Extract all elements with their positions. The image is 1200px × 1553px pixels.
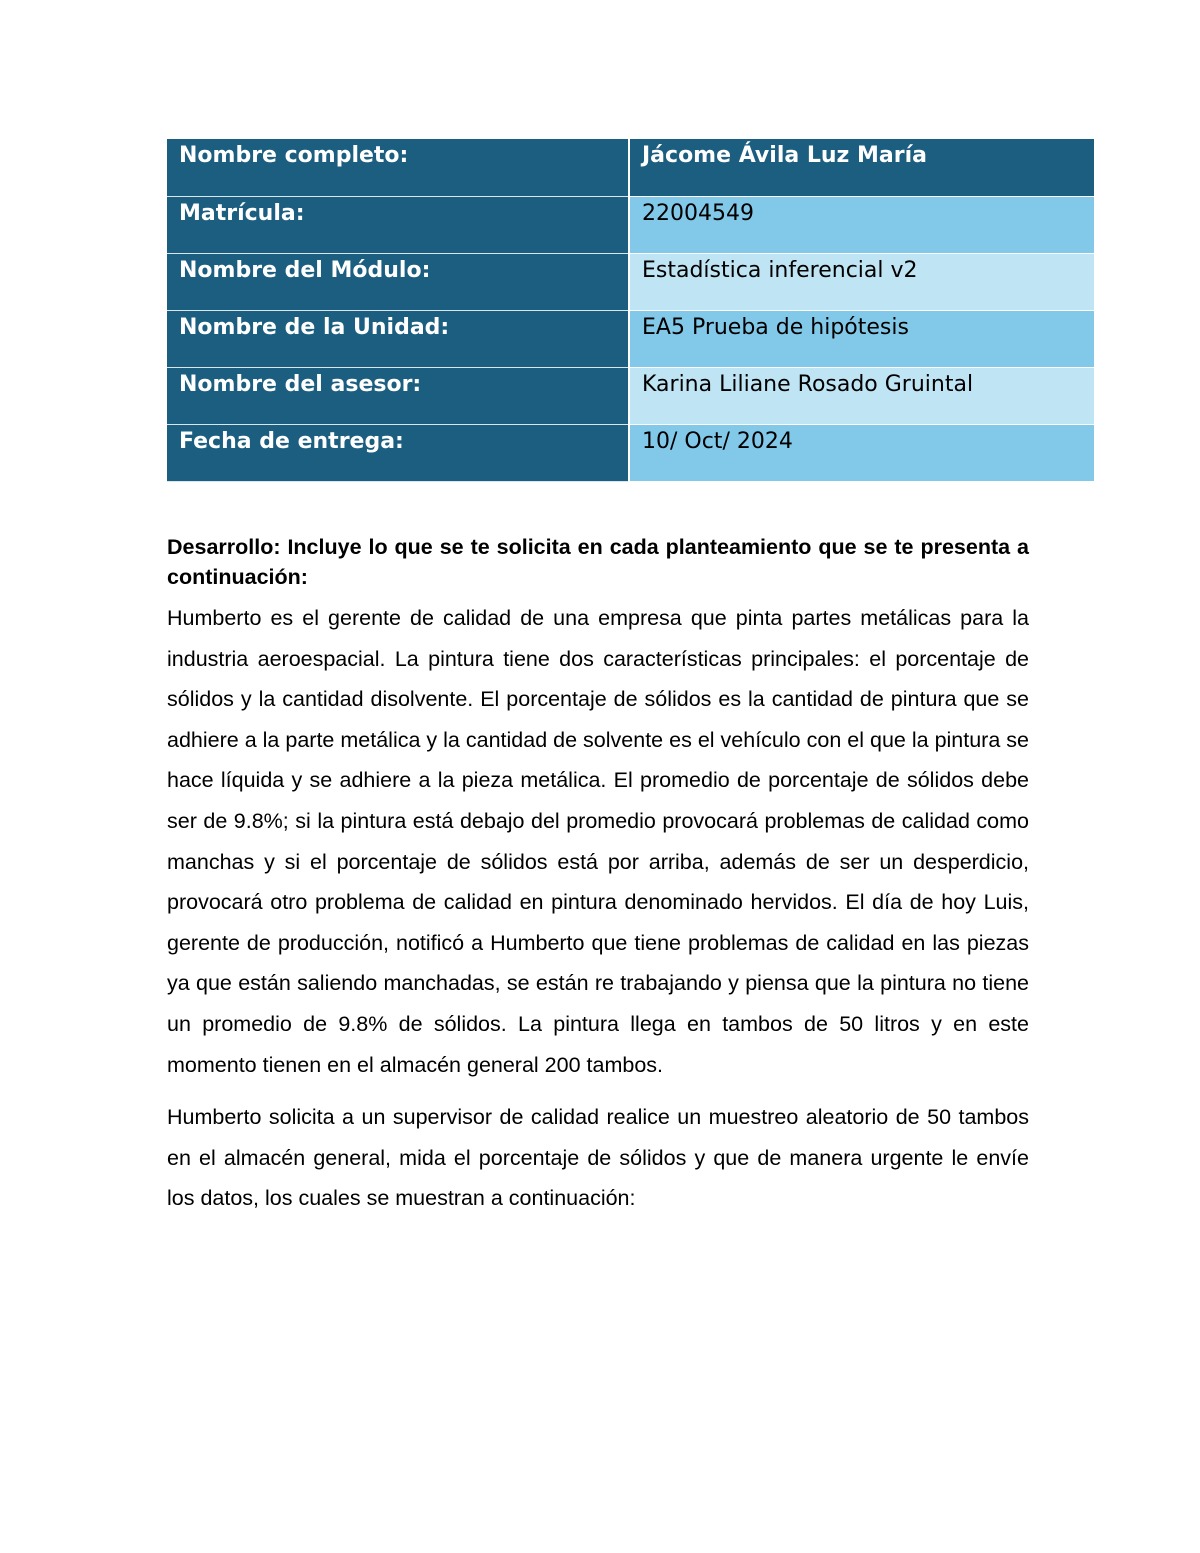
full-name-label: Nombre completo: [167, 139, 629, 196]
module-label: Nombre del Módulo: [167, 253, 629, 310]
development-heading: Desarrollo: Incluye lo que se te solicita en cada planteamiento que se te presenta a continuación: [167, 535, 1029, 589]
enrollment-value: 22004549 [629, 196, 1094, 253]
document-body [167, 532, 1029, 1219]
info-row-unit [167, 310, 1094, 367]
info-row-advisor [167, 367, 1094, 424]
problem-paragraph: Humberto es el gerente de calidad de una empresa que pinta partes metálicas para la industria aeroespacial. La pintura tiene dos características principales: el porcentaje de sólidos y la cantidad disolvente. El porcentaje de sólidos es la cantidad de pintura que se adhiere a la parte metálica y la cantidad de solvente es el vehículo con el que la pintura se hace líquida y se adhiere a la pieza metálica. El promedio de porcentaje de sólidos debe ser de 9.8%; si la pintura está debajo del promedio provocará problemas de calidad como manchas y si el porcentaje de sólidos está por arriba, además de ser un desperdicio, provocará otro problema de calidad en pintura denominado hervidos. El día de hoy Luis, gerente de producción, notificó a Humberto que tiene problemas de calidad en las piezas ya que están saliendo manchadas, se están re trabajando y piensa que la pintura no tiene un promedio de 9.8% de sólidos. La pintura llega en tambos de 50 litros y en este momento tienen en el almacén general 200 tambos. [167, 606, 1029, 1077]
sampling-paragraph: Humberto solicita a un supervisor de calidad realice un muestreo aleatorio de 50 tambos en el almacén general, mida el porcentaje de sólidos y que de manera urgente le envíe los datos, los cuales se muestran a continuación: [167, 1105, 1029, 1211]
advisor-value: Karina Liliane Rosado Gruintal [629, 367, 1094, 424]
info-row-full-name [167, 139, 1094, 196]
info-row-module [167, 253, 1094, 310]
due-date-label: Fecha de entrega: [167, 424, 629, 481]
full-name-value: Jácome Ávila Luz María [629, 139, 1094, 196]
unit-label: Nombre de la Unidad: [167, 310, 629, 367]
unit-value: EA5 Prueba de hipótesis [629, 310, 1094, 367]
due-date-value: 10/ Oct/ 2024 [629, 424, 1094, 481]
info-row-enrollment [167, 196, 1094, 253]
student-info-table [167, 139, 1094, 482]
info-row-due-date [167, 424, 1094, 481]
advisor-label: Nombre del asesor: [167, 367, 629, 424]
enrollment-label: Matrícula: [167, 196, 629, 253]
module-value: Estadística inferencial v2 [629, 253, 1094, 310]
